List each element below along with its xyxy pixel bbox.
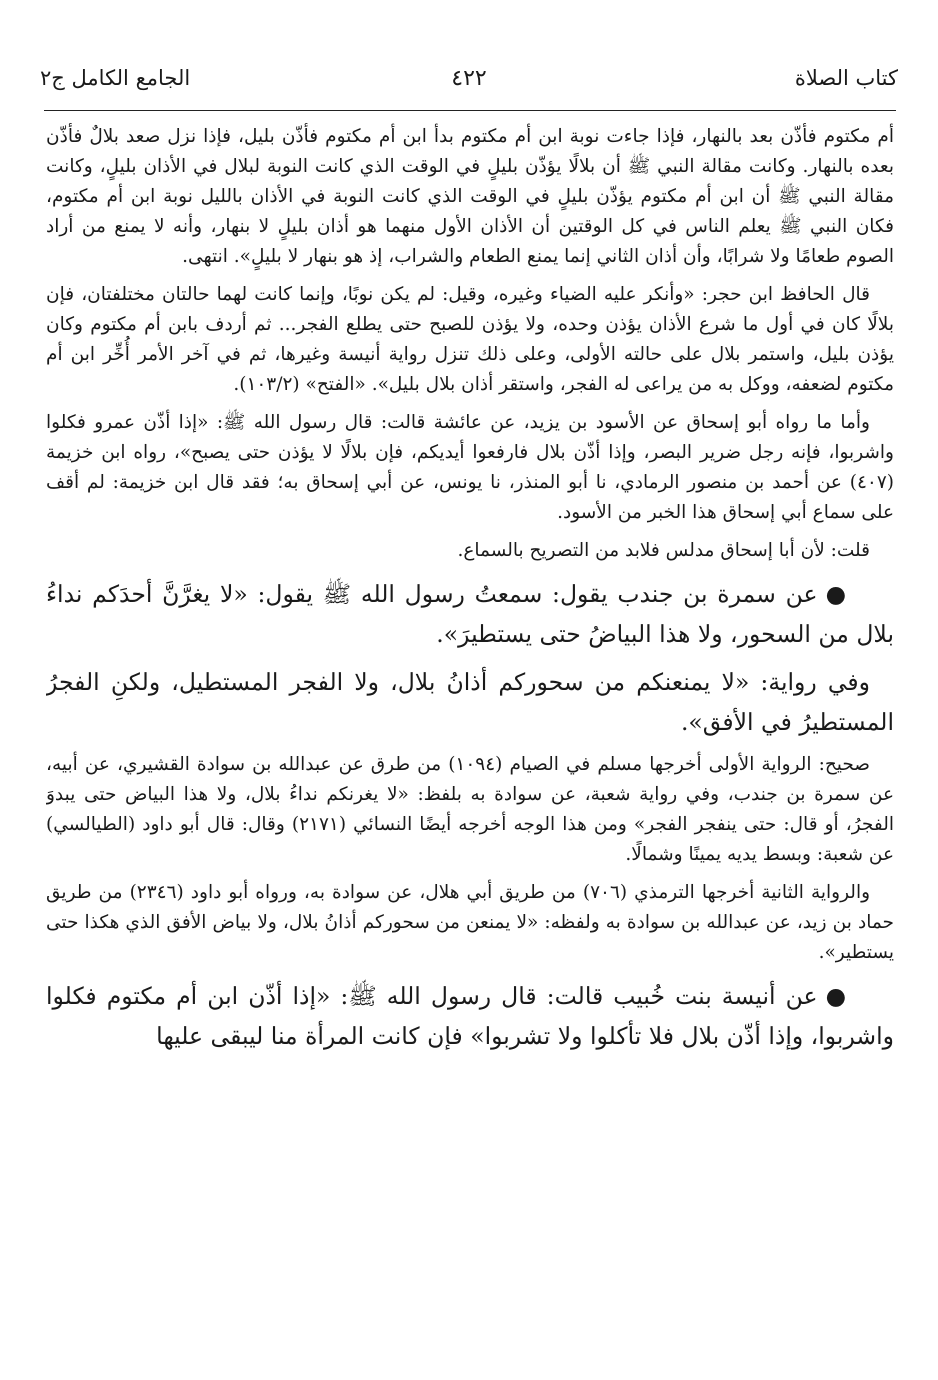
hadith-paragraph-1 — [46, 574, 894, 654]
hadith-text-1: عن سمرة بن جندب يقول: سمعتُ رسول الله ﷺ يقول: «لا يغرَّنَّ أحدَكم نداءُ بلال من السحور، ولا هذا البياضُ حتى يستطيرَ». — [46, 580, 894, 648]
bullet-icon: ● — [825, 580, 846, 608]
page-body — [46, 122, 894, 1340]
hadith-paragraph-2: وفي رواية: «لا يمنعنكم من سحوركم أذانُ بلال، ولا الفجر المستطيل، ولكنِ الفجرُ المستطيرُ في الأفق». — [46, 668, 894, 736]
page-number: ٤٢٢ — [451, 65, 487, 91]
paragraph-7: صحيح: الرواية الأولى أخرجها مسلم في الصيام (١٠٩٤) من طرق عن عبدالله بن سوادة القشيري، عن أبيه، عن سمرة بن جندب، وفي رواية شعبة، عن سوادة به بلفظ: «لا يغرنكم نداءُ بلال، ولا هذا البياض حتى يبدوَ الفجرُ، أو قال: حتى ينفجر الفجر» ومن هذا الوجه أخرجه أيضًا النسائي (٢١٧١) وقال: قال أبو داود (الطيالسي) عن شعبة: وبسط يديه يمينًا وشمالًا. — [46, 754, 894, 865]
volume-title: الجامع الكامل ج٢ — [40, 66, 191, 90]
bullet-icon: ● — [825, 982, 846, 1010]
paragraph-1: أم مكتوم فأذّن بعد بالنهار، فإذا جاءت نوبة ابن أم مكتوم بدأ ابن أم مكتوم فأذّن بليل، فإذا نزل صعد بلالٌ فأذّن بعده بالنهار. وكانت مقالة النبي ﷺ أن بلالًا يؤذّن بليلٍ في الوقت الذي كانت النوبة لبلال في الأذان بليلٍ، وكانت مقالة النبي ﷺ أن ابن أم مكتوم يؤذّن بليلٍ في الوقت الذي كانت النوبة في الأذان بالليل نوبة ابن أم مكتوم، فكان النبي ﷺ يعلم الناس في كل الوقتين أن الأذان الأول منهما هو أذان بليلٍ لا بنهار، وأنه لا يمنع من أراد الصوم طعامًا ولا شرابًا، وأن أذان الثاني إنما يمنع الطعام والشراب، إذ هو بنهار لا بليلٍ». انتهى. — [46, 126, 894, 267]
paragraph-8: والرواية الثانية أخرجها الترمذي (٧٠٦) من طريق أبي هلال، عن سوادة به، ورواه أبو داود (٢٣٤٦) من طريق حماد بن زيد، عن عبدالله بن سوادة به ولفظه: «لا يمنعن من سحوركم أذانُ بلال، ولا بياض الأفق الذي هكذا حتى يستطير». — [46, 882, 894, 963]
book-title: كتاب الصلاة — [794, 66, 898, 90]
header-rule — [44, 110, 896, 111]
page-header — [40, 58, 898, 98]
paragraph-3: وأما ما رواه أبو إسحاق عن الأسود بن يزيد، عن عائشة قالت: قال رسول الله ﷺ: «إذا أذّن عمرو فكلوا واشربوا، فإنه رجل ضرير البصر، وإذا أذّن بلال فارفعوا أيديكم، فإن بلالًا لا يؤذن حتى يصبح»، رواه ابن خزيمة (٤٠٧) عن أحمد بن منصور الرمادي، نا أبو المنذر، نا يونس، عن أبي إسحاق به؛ فقد قال ابن خزيمة: لم أقف على سماع أبي إسحاق هذا الخبر من الأسود. — [46, 412, 894, 523]
paragraph-2: قال الحافظ ابن حجر: «وأنكر عليه الضياء وغيره، وقيل: لم يكن نوبًا، وإنما كانت لهما حالتان مختلفتان، فإن بلالًا كان في أول ما شرع الأذان يؤذن وحده، ولا يؤذن للصبح حتى يطلع الفجر... ثم أردف بابن أم مكتوم وكان يؤذن بليل، واستمر بلال على حالته الأولى، وعلى ذلك تنزل رواية أنيسة وغيرها، ثم في آخر الأمر أُخِّر ابن أم مكتوم لضعفه، ووكل به من يراعى له الفجر، واستقر أذان بلال بليل». «الفتح» (١٠٣/٢). — [46, 284, 894, 395]
hadith-text-3: عن أنيسة بنت خُبيب قالت: قال رسول الله ﷺ: «إذا أذّن ابن أم مكتوم فكلوا واشربوا، وإذا أذّن بلال فلا تأكلوا ولا تشربوا» فإن كانت المرأة منا ليبقى عليها — [46, 982, 894, 1050]
hadith-paragraph-3 — [46, 976, 894, 1056]
paragraph-4: قلت: لأن أبا إسحاق مدلس فلابد من التصريح بالسماع. — [457, 540, 870, 561]
